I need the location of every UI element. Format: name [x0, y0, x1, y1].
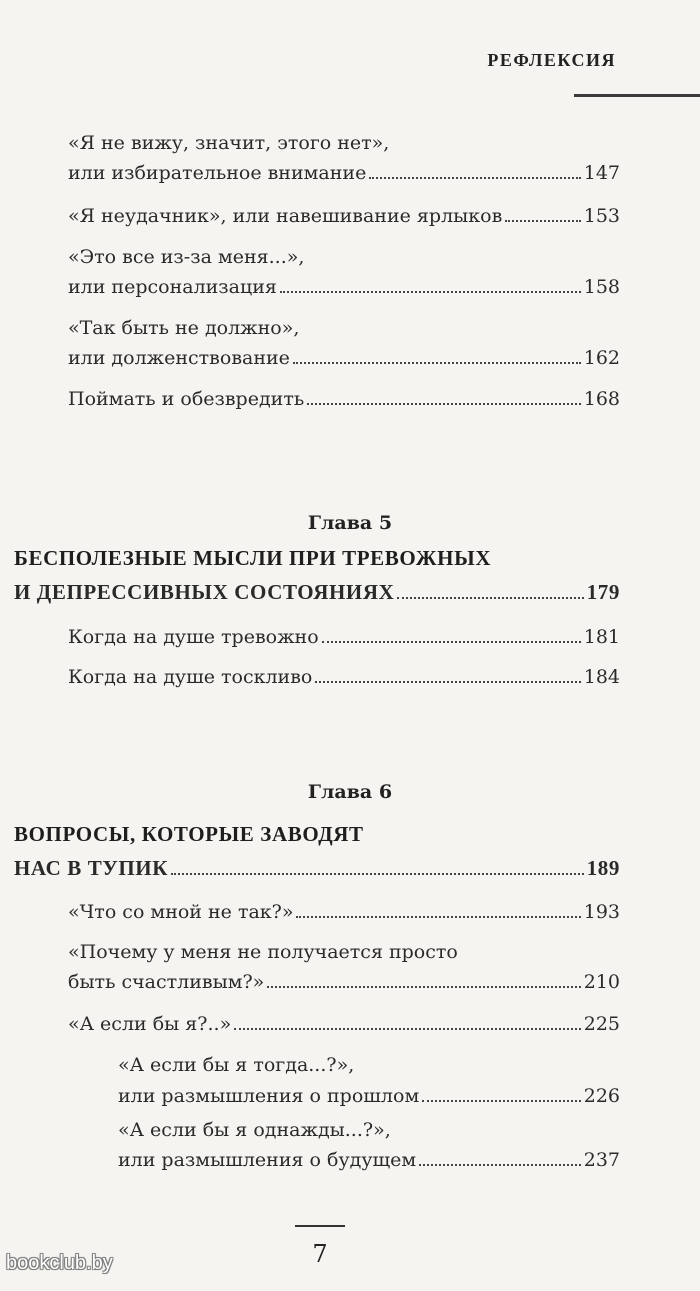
chapter-6-subitem-1-line-1: «А если бы я тогда...?»,	[118, 1054, 355, 1076]
dot-leader	[505, 216, 580, 222]
toc-entry-title: «Я неудачник», или навешивание ярлыков	[68, 205, 503, 227]
toc-entry-page: 181	[583, 626, 620, 648]
dot-leader	[293, 358, 581, 364]
chapter-6-item-2[interactable]	[68, 973, 620, 992]
toc-entry-page: 226	[583, 1085, 620, 1107]
chapter-6-title-line-1: ВОПРОСЫ, КОТОРЫЕ ЗАВОДЯТ	[14, 822, 364, 846]
toc-entry-page: 158	[583, 276, 620, 298]
header-rule	[574, 94, 700, 97]
dot-leader	[419, 1160, 581, 1166]
toc-entry-title: Когда на душе тревожно	[68, 626, 319, 648]
toc-entry-title: «А если бы я?..»	[68, 1013, 232, 1035]
toc-entry-title: «Что со мной не так?»	[68, 901, 294, 923]
dot-leader	[171, 869, 584, 875]
toc-entry-page: 162	[583, 347, 620, 369]
dot-leader	[307, 399, 581, 405]
toc-entry-title: или персонализация	[68, 276, 277, 298]
chapter-6-item-1[interactable]	[68, 903, 620, 922]
watermark: bookclub.by	[6, 1252, 113, 1274]
toc-entry-page: 153	[583, 205, 620, 227]
toc-entry-5[interactable]	[68, 390, 620, 409]
toc-entry-title: или избирательное внимание	[68, 162, 367, 184]
dot-leader	[280, 287, 581, 293]
chapter-5-item-1[interactable]	[68, 628, 620, 647]
chapter-6-subitem-2-line-1: «А если бы я однажды...?»,	[118, 1119, 391, 1141]
dot-leader	[315, 677, 580, 683]
chapter-5-title-entry[interactable]	[14, 582, 620, 603]
toc-entry-title: или размышления о будущем	[118, 1149, 417, 1171]
page-number: 7	[312, 1240, 328, 1268]
dot-leader	[234, 1024, 581, 1030]
toc-entry-title: Поймать и обезвредить	[68, 388, 305, 410]
dot-leader	[296, 912, 580, 918]
dot-leader	[422, 1096, 581, 1102]
toc-entry-page: 184	[583, 666, 620, 688]
chapter-5-item-2[interactable]	[68, 668, 620, 687]
chapter-6-subitem-2[interactable]	[118, 1151, 620, 1170]
toc-entry-title: быть счастливым?»	[68, 971, 265, 993]
dot-leader	[322, 637, 581, 643]
toc-entry-page: 193	[583, 901, 620, 923]
toc-entry-1[interactable]	[68, 164, 620, 183]
chapter-6-item-3[interactable]	[68, 1015, 620, 1034]
toc-entry-3-line-1: «Это все из-за меня...»,	[68, 246, 305, 268]
toc-entry-4[interactable]	[68, 349, 620, 368]
toc-entry-3[interactable]	[68, 278, 620, 297]
toc-entry-page: 210	[583, 971, 620, 993]
toc-entry-page: 168	[583, 388, 620, 410]
toc-entry-title: или размышления о прошлом	[118, 1085, 420, 1107]
dot-leader	[369, 173, 580, 179]
chapter-6-title-entry[interactable]	[14, 858, 620, 879]
chapter-title-line-2: И ДЕПРЕССИВНЫХ СОСТОЯНИЯХ	[14, 580, 395, 604]
toc-entry-title: или долженствование	[68, 347, 290, 369]
chapter-6-subitem-1[interactable]	[118, 1087, 620, 1106]
chapter-6-label: Глава 6	[307, 781, 393, 803]
chapter-page: 189	[586, 856, 620, 880]
dot-leader	[267, 982, 580, 988]
toc-entry-1-line-1: «Я не вижу, значит, этого нет»,	[68, 132, 390, 154]
footer-rule	[295, 1225, 345, 1227]
chapter-5-label: Глава 5	[307, 512, 393, 534]
chapter-5-title-line-1: БЕСПОЛЕЗНЫЕ МЫСЛИ ПРИ ТРЕВОЖНЫХ	[14, 546, 492, 570]
toc-entry-page: 225	[583, 1013, 620, 1035]
chapter-page: 179	[586, 580, 620, 604]
chapter-title-line-2: НАС В ТУПИК	[14, 856, 169, 880]
running-header: РЕФЛЕКСИЯ	[487, 50, 616, 70]
dot-leader	[397, 593, 583, 599]
toc-entry-2[interactable]	[68, 207, 620, 226]
toc-entry-page: 147	[583, 162, 620, 184]
toc-entry-title: Когда на душе тоскливо	[68, 666, 313, 688]
chapter-6-item-2-line-1: «Почему у меня не получается просто	[68, 941, 458, 963]
toc-entry-page: 237	[583, 1149, 620, 1171]
toc-entry-4-line-1: «Так быть не должно»,	[68, 317, 300, 339]
